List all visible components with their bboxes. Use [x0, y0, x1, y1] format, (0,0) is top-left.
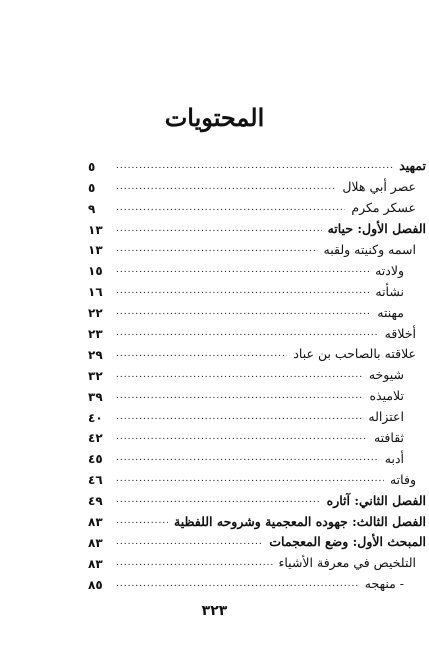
- toc-entry-label: الفصل الثاني: آثاره: [326, 492, 426, 508]
- toc-entry-page: ٢٩: [88, 347, 103, 362]
- toc-entry-page: ٥: [88, 159, 96, 174]
- page-title: المحتويات: [164, 103, 265, 132]
- toc-entry: [88, 173, 426, 194]
- toc-entry-page: ٤٠: [88, 410, 103, 425]
- toc-entry-page: ٥: [88, 180, 96, 195]
- toc-entry: [88, 319, 426, 340]
- toc-entry: [88, 361, 426, 382]
- page-number: ٣٢٣: [201, 603, 228, 619]
- dot-leader: [116, 308, 371, 317]
- toc-entry-page: ٢٢: [88, 306, 103, 321]
- dot-leader: [116, 225, 322, 234]
- dot-leader: [116, 266, 369, 275]
- dot-leader: [116, 454, 379, 463]
- toc-entry-page: ١٣: [88, 243, 103, 258]
- toc-entry-label: المبحث الأول: وضع المعجمات: [269, 534, 426, 550]
- toc-entry-label: أدبه: [384, 450, 404, 466]
- toc-entry: [88, 424, 426, 445]
- dot-leader: [116, 392, 363, 401]
- dot-leader: [116, 183, 336, 192]
- dot-leader: [116, 496, 321, 505]
- toc-entry-page: ٤٢: [88, 431, 103, 446]
- toc-entry-label: الفصل الأول: حياته: [327, 221, 426, 237]
- dot-leader: [116, 433, 368, 442]
- toc-entry: [88, 570, 426, 591]
- dot-leader: [116, 287, 369, 296]
- toc-entry-label: ثقافته: [373, 429, 404, 445]
- toc-entry-label: مهنته: [377, 304, 404, 320]
- toc-entry: [88, 340, 426, 361]
- toc-entry-label: تلاميذه: [369, 388, 404, 404]
- toc-entry-label: التلخيص في معرفة الأشياء: [278, 555, 416, 571]
- dot-leader: [116, 162, 393, 171]
- toc-entry-page: ٢٣: [88, 327, 103, 342]
- toc-entry-label: عسكر مكرم: [351, 200, 416, 216]
- toc-entry-label: الفصل الثالث: جهوده المعجمية وشروحه اللفظية: [174, 513, 426, 529]
- table-of-contents: [88, 152, 426, 591]
- toc-entry-label: علاقته بالصاحب بن عباد: [293, 346, 416, 362]
- toc-entry-page: ٤٩: [88, 494, 103, 509]
- toc-entry: [88, 277, 426, 298]
- toc-entry: [88, 444, 426, 465]
- toc-entry-label: نشأته: [375, 283, 404, 299]
- toc-entry: [88, 465, 426, 486]
- toc-entry-page: ٩: [88, 201, 96, 216]
- toc-entry-page: ٨٥: [88, 577, 103, 592]
- toc-entry-page: ٤٦: [88, 473, 103, 488]
- dot-leader: [116, 329, 379, 338]
- toc-entry-page: ٨٣: [88, 535, 103, 550]
- dot-leader: [116, 517, 168, 526]
- toc-entry: [88, 528, 426, 549]
- toc-entry-page: ٣٩: [88, 389, 103, 404]
- dot-leader: [116, 350, 287, 359]
- toc-entry-label: شيوخه: [368, 367, 404, 383]
- dot-leader: [116, 538, 263, 547]
- toc-entry-label: تمهيد: [399, 158, 426, 174]
- dot-leader: [116, 559, 273, 568]
- toc-entry-page: ١٦: [88, 285, 103, 300]
- dot-leader: [116, 580, 359, 589]
- dot-leader: [116, 204, 345, 213]
- toc-entry-page: ١٣: [88, 222, 103, 237]
- toc-entry-label: وفاته: [389, 471, 416, 487]
- toc-entry: [88, 382, 426, 403]
- toc-entry-page: ٤٥: [88, 452, 103, 467]
- toc-entry-label: عصر أبي هلال: [342, 179, 416, 195]
- toc-entry: [88, 486, 426, 507]
- dot-leader: [116, 475, 384, 484]
- toc-entry: [88, 256, 426, 277]
- toc-entry: [88, 215, 426, 236]
- toc-entry: [88, 507, 426, 528]
- dot-leader: [116, 413, 362, 422]
- toc-entry-page: ٣٢: [88, 368, 103, 383]
- toc-entry: [88, 152, 426, 173]
- dot-leader: [116, 371, 363, 380]
- toc-entry-page: ٨٣: [88, 515, 103, 530]
- toc-entry: [88, 403, 426, 424]
- toc-entry-label: اعتزاله: [368, 409, 404, 425]
- toc-entry-label: أخلاقه: [384, 325, 416, 341]
- dot-leader: [116, 245, 318, 254]
- toc-entry: [88, 236, 426, 257]
- toc-entry-page: ١٥: [88, 264, 103, 279]
- toc-entry-page: ٨٣: [88, 556, 103, 571]
- toc-entry-label: ولادته: [375, 262, 404, 278]
- toc-entry-label: اسمه وكنيته ولقبه: [323, 241, 416, 257]
- toc-entry: [88, 549, 426, 570]
- toc-entry: [88, 298, 426, 319]
- toc-entry-label: - منهجه: [364, 576, 404, 592]
- toc-entry: [88, 194, 426, 215]
